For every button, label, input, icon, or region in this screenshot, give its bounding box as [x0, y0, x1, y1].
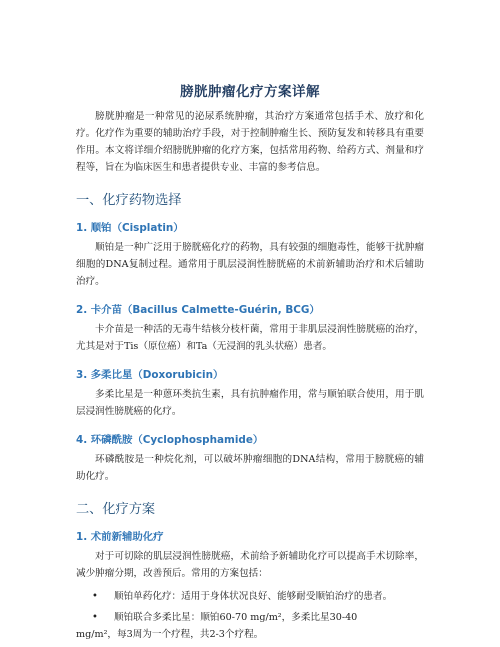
list-item-text: 顺铂联合多柔比星：顺铂60-70 mg/m²，多柔比星30-40	[114, 612, 358, 623]
list-item	[76, 588, 424, 605]
list-item-text: 顺铂单药化疗：适用于身体状况良好、能够耐受顺铂治疗的患者。	[114, 591, 393, 602]
intro-paragraph: 膀胱肿瘤是一种常见的泌尿系统肿瘤，其治疗方案通常包括手术、放疗和化疗。化疗作为重要的辅助治疗手段，对于控制肿瘤生长、预防复发和转移具有重要作用。本文将详细介绍膀胱肿瘤的化疗方案，包括常用药物、给药方式、剂量和疗程等，旨在为临床医生和患者提供专业、丰富的参考信息。	[76, 111, 424, 173]
drug-heading-cisplatin: 1. 顺铂（Cisplatin）	[76, 222, 184, 234]
drug-text-cyclophosphamide: 环磷酰胺是一种烷化剂，可以破坏肿瘤细胞的DNA结构，常用于膀胱癌的辅助化疗。	[76, 454, 424, 482]
section-heading-regimens: 二、化疗方案	[76, 502, 156, 517]
document-title: 膀胱肿瘤化疗方案详解	[180, 84, 320, 100]
drug-heading-doxorubicin: 3. 多柔比星（Doxorubicin）	[76, 369, 224, 381]
regimen-list	[76, 588, 424, 643]
drug-text-cisplatin: 顺铂是一种广泛用于膀胱癌化疗的药物，具有较强的细胞毒性，能够干扰肿瘤细胞的DNA复制过程。通常用于肌层浸润性膀胱癌的术前新辅助治疗和术后辅助治疗。	[76, 242, 424, 287]
drug-heading-cyclophosphamide: 4. 环磷酰胺（Cyclophosphamide）	[76, 434, 264, 446]
section-heading-drugs: 一、化疗药物选择	[76, 193, 182, 208]
list-item	[76, 609, 424, 643]
regimen-text-neoadjuvant: 对于可切除的肌层浸润性膀胱癌，术前给予新辅助化疗可以提高手术切除率，减少肿瘤分期，改善预后。常用的方案包括：	[76, 551, 424, 579]
drug-text-doxorubicin: 多柔比星是一种蒽环类抗生素，具有抗肿瘤作用，常与顺铂联合使用，用于肌层浸润性膀胱癌的化疗。	[76, 389, 424, 417]
drug-heading-bcg: 2. 卡介苗（Bacillus Calmette-Guérin, BCG）	[76, 304, 320, 316]
bullet-icon: •	[92, 612, 98, 623]
bullet-icon: •	[92, 591, 98, 602]
drug-text-bcg: 卡介苗是一种活的无毒牛结核分枝杆菌，常用于非肌层浸润性膀胱癌的治疗，尤其是对于Tis（原位癌）和Ta（无浸润的乳头状癌）患者。	[76, 324, 424, 352]
list-item-continuation: mg/m²，每3周为一个疗程，共2-3个疗程。	[76, 629, 264, 640]
regimen-heading-neoadjuvant: 1. 术前新辅助化疗	[76, 531, 164, 543]
